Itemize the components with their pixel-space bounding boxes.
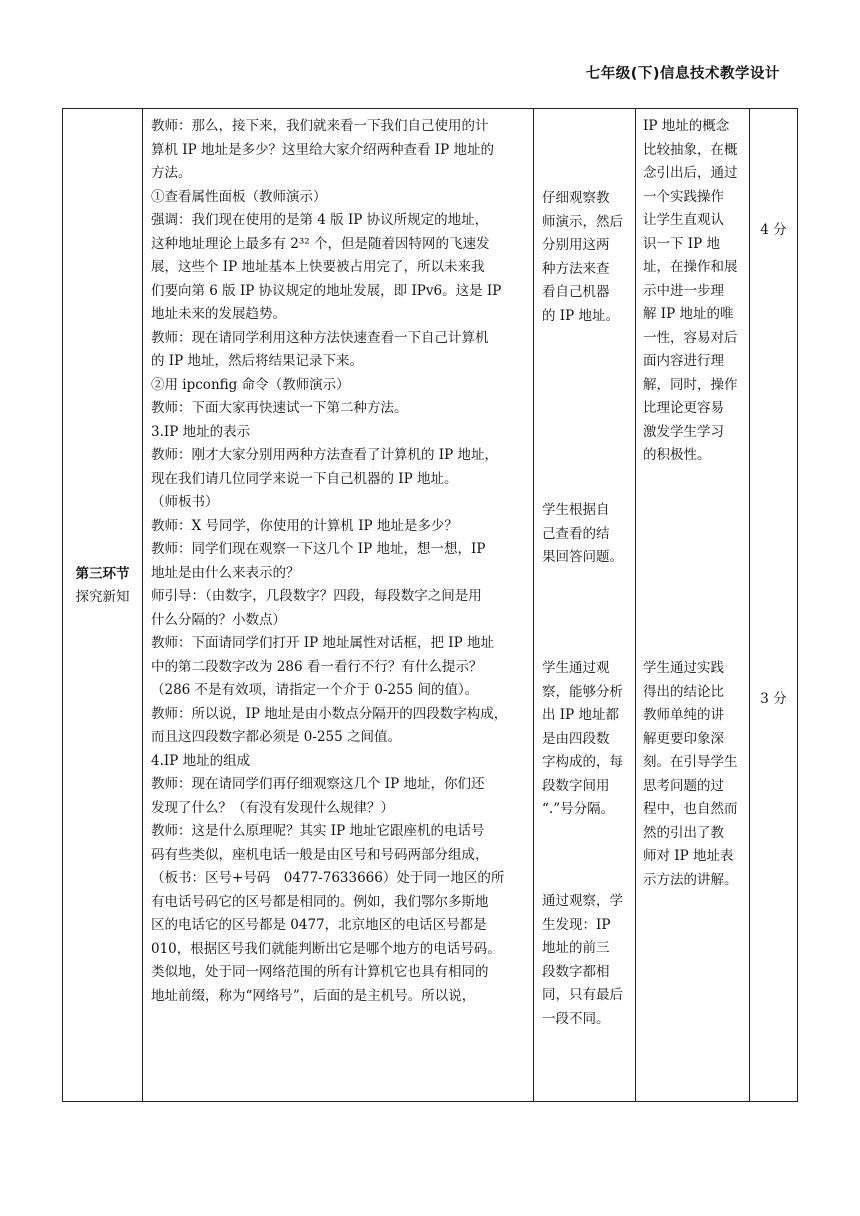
student-text-line: 看自己机器 (542, 284, 610, 300)
teacher-text-line: 教师：同学们现在观察一下这几个 IP 地址，想一想，IP (151, 541, 486, 557)
column-divider (635, 109, 636, 1101)
teacher-text-line: 展，这些个 IP 地址基本上快要被占用完了，所以未来我 (151, 259, 485, 275)
intent-text-line: 让学生直观认 (643, 212, 724, 228)
page-header: 七年级(下)信息技术教学设计 (585, 66, 780, 82)
student-text-line: 师演示，然后 (542, 213, 623, 230)
teacher-text-line: 这种地址理论上最多有 2³² 个，但是随着因特网的飞速发 (151, 235, 490, 252)
column-divider (142, 109, 143, 1101)
student-text-line: 学生通过观 (542, 660, 610, 676)
student-text-line: 是由四段数 (542, 730, 610, 747)
student-activity-block (542, 499, 628, 570)
teacher-text-line: 什么分隔的？小数点） (151, 611, 286, 628)
intent-text-line: 一性，容易对后 (643, 329, 738, 346)
teacher-text-line: 地址是由什么来表示的？ (151, 564, 300, 581)
intent-text-line: 示方法的讲解。 (643, 871, 738, 888)
teacher-text-line: 教师：所以说，IP 地址是由小数点分隔开的四段数字构成， (151, 705, 508, 722)
student-text-line: 学生根据自 (542, 502, 610, 518)
teacher-text-line: 教师：X 号同学，你使用的计算机 IP 地址是多少？ (151, 517, 458, 534)
intent-text-line: 解，同时，操作 (643, 376, 738, 393)
design-intent-block (643, 657, 743, 892)
student-text-line: 果回答问题。 (542, 549, 623, 565)
teacher-text-line: 区的电话它的区号都是 0477，北京地区的电话区号都是 (151, 917, 487, 933)
intent-text-line: 学生通过实践 (643, 660, 724, 676)
intent-text-line: 师对 IP 地址表 (643, 848, 734, 864)
student-text-line: 通过观察，学 (542, 893, 623, 909)
student-text-line: 生发现：IP (542, 916, 611, 933)
teacher-text-line: 算机 IP 地址是多少？这里给大家介绍两种查看 IP 地址的 (151, 141, 494, 158)
student-text-line: 字构成的，每 (542, 754, 623, 770)
student-text-line: 种方法来查 (542, 260, 610, 277)
teacher-text-line: 码有些类似，座机电话一般是由区号和号码两部分组成， (151, 846, 489, 863)
teacher-text-line: 教师：下面请同学们打开 IP 地址属性对话框，把 IP 地址 (151, 635, 494, 651)
student-text-line: 仔细观察教 (542, 190, 610, 206)
intent-text-line: 刻。在引导学生 (643, 754, 738, 770)
intent-text-line: 一个实践操作 (643, 188, 724, 205)
intent-text-line: 示中进一步理 (643, 282, 724, 299)
lesson-table (62, 108, 798, 1102)
student-text-line: 己查看的结 (542, 525, 610, 542)
teacher-text-line: 教师：现在请同学利用这种方法快速查看一下自己计算机 (151, 329, 489, 346)
teacher-text-line: 教师：刚才大家分别用两种方法查看了计算机的 IP 地址， (151, 447, 498, 463)
student-text-line: “.”号分隔。 (542, 801, 615, 817)
intent-text-line: 识一下 IP 地 (643, 235, 720, 252)
column-divider (749, 109, 750, 1101)
teacher-text-line: 地址前缀，称为“网络号”，后面的是主机号。所以说， (151, 987, 476, 1004)
teacher-text-line: 教师：那么，接下来，我们就来看一下我们自己使用的计 (151, 118, 489, 134)
student-activity-block (542, 657, 628, 822)
intent-text-line: 址，在操作和展 (643, 259, 738, 275)
teacher-text-line: 师引导：（由数字，几段数字？四段，每段数字之间是用 (151, 588, 482, 604)
student-text-line: 地址的前三 (542, 940, 610, 956)
teacher-text-line: 中的第二段数字改为 286 看一看行不行？有什么提示？ (151, 658, 483, 675)
teacher-text-line: （286 不是有效项，请指定一个介于 0-255 间的值）。 (151, 682, 479, 698)
intent-text-line: 面内容进行理 (643, 353, 724, 369)
teacher-text-line: 发现了什么？（有没有发现什么规律？） (151, 799, 394, 816)
intent-text-line: 思考问题的过 (643, 777, 724, 794)
teacher-text-line: ②用 ipconfig 命令（教师演示） (151, 376, 350, 393)
teacher-text-line: 地址未来的发展趋势。 (151, 306, 286, 322)
student-text-line: 段数字都相 (542, 963, 610, 980)
time-cell: 3 分 (760, 691, 787, 707)
teacher-text-line: 们要向第 6 版 IP 协议规定的地址发展，即 IPv6。这是 IP (151, 282, 502, 299)
student-activity-block (542, 187, 628, 328)
teacher-text-line: 的 IP 地址，然后将结果记录下来。 (151, 353, 363, 369)
intent-text-line: 然的引出了教 (643, 824, 724, 841)
teacher-text-line: 类似地，处于同一网络范围的所有计算机它也具有相同的 (151, 964, 489, 980)
intent-text-line: 比较抽象，在概 (643, 141, 738, 158)
teacher-text-line: 3.IP 地址的表示 (151, 423, 251, 440)
intent-text-line: 激发学生学习 (643, 423, 724, 440)
time-cell: 4 分 (760, 222, 787, 238)
teacher-text-line: 有电话号码它的区号都是相同的。例如，我们鄂尔多斯地 (151, 893, 489, 910)
student-text-line: 出 IP 地址都 (542, 707, 619, 723)
design-intent-block (643, 115, 743, 468)
teacher-text-line: （板书：区号+号码 0477-7633666）处于同一地区的所 (151, 870, 505, 886)
teacher-text-line: 教师：现在请同学们再仔细观察这几个 IP 地址，你们还 (151, 776, 485, 792)
student-text-line: 段数字间用 (542, 777, 610, 794)
column-divider (533, 109, 534, 1101)
intent-text-line: 解 IP 地址的唯 (643, 306, 734, 322)
student-text-line: 分别用这两 (542, 237, 610, 253)
intent-text-line: 程中，也自然而 (643, 801, 738, 817)
teacher-text-line: 方法。 (151, 165, 192, 181)
stage-cell (63, 563, 142, 609)
teacher-text-line: 教师：这是什么原理呢？其实 IP 地址它跟座机的电话号 (151, 823, 485, 839)
student-text-line: 的 IP 地址。 (542, 307, 619, 324)
teacher-text-line: 教师：下面大家再快速试一下第二种方法。 (151, 400, 408, 416)
student-text-line: 察，能够分析 (542, 683, 623, 700)
intent-text-line: 比理论更容易 (643, 400, 724, 416)
teacher-text-line: （师板书） (151, 494, 219, 510)
student-text-line: 同，只有最后 (542, 987, 623, 1003)
intent-text-line: 教师单纯的讲 (643, 707, 724, 723)
teacher-text-line: 现在我们请几位同学来说一下自己机器的 IP 地址。 (151, 470, 458, 487)
intent-text-line: 解更要印象深 (643, 730, 724, 747)
stage-title: 第三环节 (75, 566, 130, 582)
student-text-line: 一段不同。 (542, 1010, 610, 1027)
student-activity-block (542, 890, 628, 1031)
intent-text-line: 的积极性。 (643, 447, 711, 463)
teacher-text-line: 4.IP 地址的组成 (151, 752, 251, 769)
teacher-text-line: 而且这四段数字都必须是 0-255 之间值。 (151, 729, 402, 745)
intent-text-line: IP 地址的概念 (643, 118, 730, 134)
intent-text-line: 得出的结论比 (643, 683, 724, 700)
teacher-text-line: 强调：我们现在使用的是第 4 版 IP 协议所规定的地址， (151, 212, 489, 228)
teacher-text-line: ①查看属性面板（教师演示） (151, 188, 327, 205)
stage-subtitle: 探究新知 (75, 589, 130, 605)
teacher-text-line: 010，根据区号我们就能判断出它是哪个地方的电话号码。 (151, 940, 501, 957)
teacher-activity-cell (151, 115, 527, 1008)
intent-text-line: 念引出后，通过 (643, 165, 738, 181)
